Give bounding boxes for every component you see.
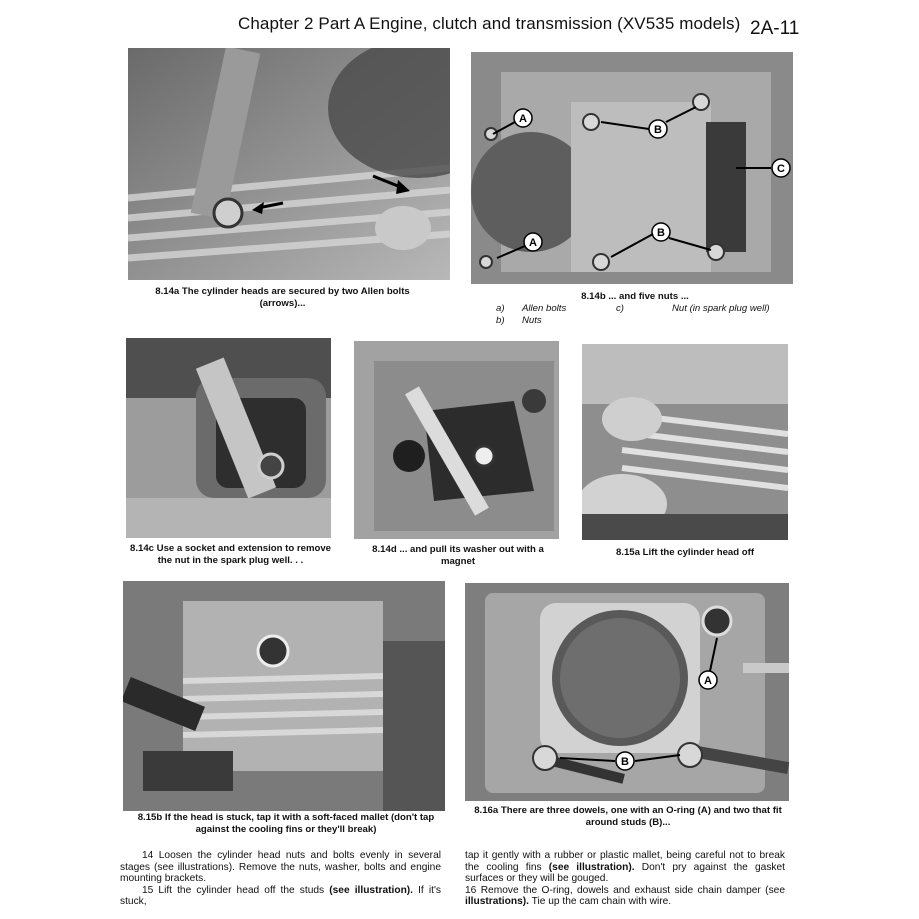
photo-8-15b-image bbox=[123, 581, 445, 811]
legend-key: c) bbox=[616, 303, 624, 314]
legend-key: b) bbox=[496, 315, 505, 326]
callout-b: B bbox=[657, 227, 665, 239]
paragraph-16 bbox=[465, 885, 785, 908]
caption-8-14c: 8.14c Use a socket and extension to remove the nut in the spark plug well. . . bbox=[129, 543, 332, 566]
photo-8-15a bbox=[582, 344, 788, 540]
callout-a: A bbox=[519, 113, 527, 125]
caption-8-14d: 8.14d ... and pull its washer out with a magnet bbox=[372, 544, 544, 567]
p15-text: 15 Lift the cylinder head off the studs bbox=[142, 884, 330, 896]
photo-8-14a bbox=[128, 48, 450, 280]
photo-8-16a bbox=[465, 583, 789, 801]
body-column-2 bbox=[465, 850, 785, 908]
caption-8-15b: 8.15b If the head is stuck, tap it with a soft-faced mallet (don't tap against the cooling fins or they'll break) bbox=[137, 812, 435, 835]
p16-reference: illustrations). bbox=[465, 896, 529, 908]
caption-8-14b: 8.14b ... and five nuts ... bbox=[581, 291, 689, 302]
photo-8-15b bbox=[123, 581, 445, 811]
p15c-text: tap it gently with a rubber or plastic mallet, being careful not to break the cooling fins bbox=[465, 850, 785, 873]
callout-a: A bbox=[704, 675, 712, 687]
photo-8-14b-image bbox=[471, 52, 793, 284]
chapter-title: Chapter 2 Part A Engine, clutch and transmission (XV535 models) bbox=[238, 14, 741, 33]
photo-8-14d-image bbox=[354, 341, 559, 539]
p15-text-end: If it's stuck, bbox=[120, 884, 441, 908]
page-number: 2A-11 bbox=[750, 18, 800, 39]
body-column-1 bbox=[120, 850, 441, 908]
p15c-text-end: Don't pry against the gasket surfaces or they will be gouged. bbox=[465, 861, 786, 885]
p16-text: 16 Remove the O-ring, dowels and exhaust side chain damper (see bbox=[465, 884, 785, 896]
callout-b: B bbox=[654, 124, 662, 136]
p16-text-end: Tie up the cam chain with wire. bbox=[528, 896, 672, 908]
photo-8-14b bbox=[471, 52, 793, 284]
photo-8-16a-image bbox=[465, 583, 789, 801]
callout-a: A bbox=[529, 237, 537, 249]
photo-8-14d bbox=[354, 341, 559, 539]
legend-text: Allen bolts bbox=[522, 303, 567, 314]
p15-reference: (see illustration). bbox=[329, 884, 414, 896]
paragraph-14: 14 Loosen the cylinder head nuts and bolts evenly in several stages (see illustrations). Remove the nuts, washer, bolts and engine mounting brackets. bbox=[120, 850, 441, 885]
photo-8-14c-image bbox=[126, 338, 331, 538]
paragraph-15 bbox=[120, 885, 441, 908]
legend-8-14b bbox=[496, 303, 796, 331]
legend-text: Nuts bbox=[522, 315, 542, 326]
callout-b: B bbox=[621, 756, 629, 768]
legend-text: Nut (in spark plug well) bbox=[672, 303, 770, 314]
photo-8-14a-image bbox=[128, 48, 450, 280]
callout-c: C bbox=[777, 163, 785, 175]
p15c-reference: (see illustration). bbox=[548, 861, 635, 873]
photo-8-15a-image bbox=[582, 344, 788, 540]
caption-8-15a: 8.15a Lift the cylinder head off bbox=[615, 547, 755, 558]
caption-8-16a: 8.16a There are three dowels, one with an O-ring (A) and two that fit around studs (B)... bbox=[474, 805, 782, 828]
legend-key: a) bbox=[496, 303, 505, 314]
photo-8-14c bbox=[126, 338, 331, 538]
caption-8-14a: 8.14a The cylinder heads are secured by two Allen bolts (arrows)... bbox=[155, 286, 410, 309]
paragraph-15-cont bbox=[465, 850, 785, 885]
